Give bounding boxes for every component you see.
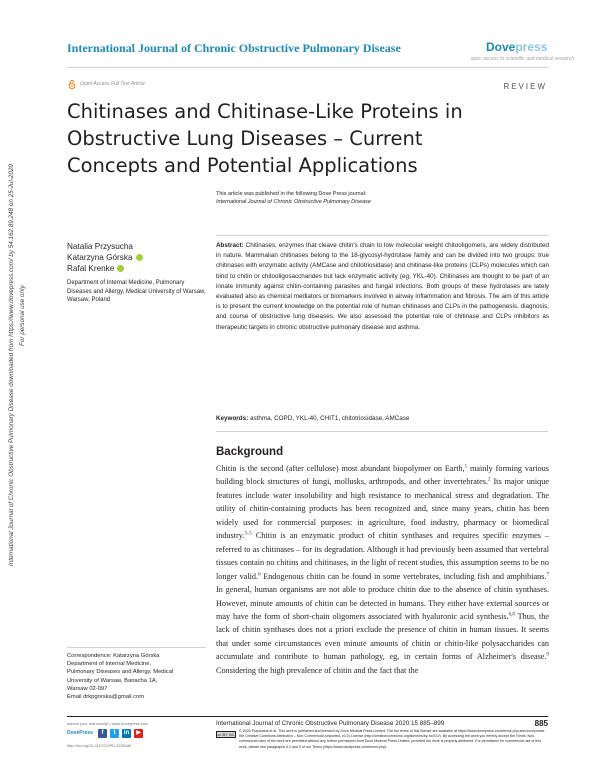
abstract-text: Chitinases, enzymes that cleave chitin's chain to low molecular weight chitooligomers, are widely distributed in nature. Mammalian chitinases belong to the 18-glycosyl-hydrolase family and can be divided into two groups: true chitinases with enzymatic activity (AMCase and chitotriosidase) and chitinase-like proteins (CLPs) molecules which can bind to chitin or chitooligosaccharides but lack enzymatic activity (eg, YKL-40). Chitinases are thought to be part of an innate immunity against chitin-containing parasites and fungal infections. Both groups of these hydrolases are lately evaluated also as chemical mediators or biomarkers involved in airway inflammation and fibrosis. The aim of this article is to present the current knowledge on the potential role of human chitinases and CLPs in the pathogenesis, diagnosis, and course of obstructive lung diseases. We also assessed the potential role of chitinase and CLPs inhibitors as therapeutic targets in chronic obstructive pulmonary disease and asthma. bbox=[216, 242, 549, 331]
publication-note-journal[interactable]: International Journal of Chronic Obstructive Pulmonary Disease bbox=[216, 199, 371, 205]
correspondence bbox=[67, 652, 207, 701]
footer-citation: International Journal of Chronic Obstructive Pulmonary Disease 2020:15 885–899 bbox=[216, 720, 445, 727]
open-access-label: Open Access Full Text Article bbox=[80, 81, 145, 87]
abstract-top-divider bbox=[216, 235, 548, 236]
open-access-icon bbox=[68, 80, 76, 89]
author-list bbox=[67, 241, 143, 274]
article-type: REVIEW bbox=[503, 82, 547, 91]
text-run: mainly forming various building block structures of fungi, mollusks, arthropods, and other invertebrates. bbox=[216, 464, 549, 487]
download-watermark bbox=[2, 96, 37, 566]
section-heading: Background bbox=[216, 446, 284, 458]
twitter-icon[interactable]: t bbox=[110, 729, 119, 738]
publisher-logo[interactable] bbox=[486, 40, 547, 54]
youtube-icon[interactable]: ▶ bbox=[134, 729, 143, 738]
correspondence-email[interactable]: Email drkpgorska@gmail.com bbox=[67, 694, 145, 701]
text-run: Thus, the lack of chitin synthases does not a priori exclude the presence of chitin in human tissues. It seems that under some circumstances even minute amounts of chitin or chitin-like polysaccharides can accumulate and contribute to human pathology, eg, in certain forms of Alzheimer's disease. bbox=[216, 611, 549, 662]
text-run: Its major unique features include water insolubility and high resistance to mechanical stress and degradation. The utility of chitin-containing products has been recognized and, since many years, chitin has been widely used for commercial purposes: in agriculture, food industry, pharmacy or biomedical industry. bbox=[216, 477, 549, 541]
linkedin-icon[interactable]: in bbox=[123, 730, 130, 736]
correspondence-line: University of Warsaw, Banacha 1A, bbox=[67, 677, 158, 684]
license-text: © 2020 Przysucha et al. This work is published and licensed by Dove Medical Press Limited. The full terms of this license are available at https://www.dovepress.com/terms.php and incorporate the Creative Commons Attribution – Non Commercial (unported, v3.0) License (http://creativecommons.org/licenses/by-nc/3.0/). By accessing the work you hereby accept the Terms. Non-commercial uses of the work are permitted without any further permission from Dove Medical Press Limited, provided the work is properly attributed. For permission for commercial use of this work, please see paragraphs 4.2 and 5 of our Terms (https://www.dovepress.com/terms.php). bbox=[239, 729, 545, 749]
text-run: Chitin is the second (after cellulose) most abundant biopolymer on Earth, bbox=[216, 464, 465, 473]
social-icons bbox=[98, 729, 143, 738]
publication-note bbox=[216, 190, 371, 206]
text-run: Chitin is an enzymatic product of chitin synthases and requires specific enzymes – referred to as chitinases – for its degradation. Although it had previously been assumed that vertebral tissues contain no chitins and chitinases, in the light of recent studies, this assumption seems to be no longer valid. bbox=[216, 531, 549, 581]
correspondence-line: Correspondence: Katarzyna Górska bbox=[67, 653, 160, 659]
orcid-icon[interactable] bbox=[136, 254, 143, 261]
publication-note-text: This article was published in the following Dove Press journal: bbox=[216, 191, 367, 197]
publisher-name-light: press bbox=[515, 40, 548, 54]
author-name: Rafal Krenke bbox=[67, 264, 115, 273]
doi-link[interactable]: http://doi.org/10.2147/COPD.S235446 bbox=[67, 744, 132, 748]
dovepress-small-logo[interactable]: DovePress bbox=[67, 730, 93, 736]
journal-title: International Journal of Chronic Obstructive Pulmonary Disease bbox=[67, 41, 401, 55]
orcid-icon[interactable] bbox=[117, 265, 124, 272]
submit-manuscript-link[interactable]: submit your manuscript | www.dovepress.com bbox=[67, 721, 149, 726]
citation-ref[interactable]: 6,8 bbox=[508, 612, 515, 618]
citation-ref[interactable]: 1 bbox=[464, 464, 468, 470]
keywords-label: Keywords: bbox=[216, 415, 249, 422]
keywords-text: asthma, COPD, YKL-40, CHIT1, chitotriosidase, AMCase bbox=[249, 415, 410, 422]
author-name: Katarzyna Górska bbox=[67, 253, 133, 262]
footer-divider bbox=[67, 716, 548, 717]
citation-ref[interactable]: 2 bbox=[487, 477, 491, 483]
citation-ref[interactable]: 3–5 bbox=[244, 531, 252, 537]
personal-use-line: For personal use only. bbox=[19, 284, 26, 346]
citation-ref[interactable]: 6 bbox=[258, 571, 261, 577]
text-run: Endogenous chitin can be found in some vertebrates, including fish and amphibians. bbox=[260, 571, 547, 581]
publisher-name-bold: Dove bbox=[486, 40, 516, 54]
abstract-bottom-divider bbox=[216, 431, 548, 432]
citation-ref[interactable]: 7 bbox=[546, 571, 550, 577]
correspondence-line: Department of Internal Medicine, bbox=[67, 661, 152, 668]
correspondence-line: Warsaw 02-097 bbox=[67, 685, 108, 692]
page-number: 885 bbox=[534, 719, 548, 728]
publisher-tagline: open access to scientific and medical research bbox=[470, 56, 574, 62]
header-divider bbox=[67, 67, 548, 68]
author bbox=[67, 241, 143, 252]
keywords bbox=[216, 414, 549, 424]
citation-ref[interactable]: 9 bbox=[546, 652, 549, 658]
text-run: In general, human organisms are not able to produce chitin due to the absence of chitin synthases. However, minute amounts of chitin can be detected in humans. They either have external sources or may have the form of short-chain oligomers associated with hyaluronic acid synthesis. bbox=[216, 585, 549, 621]
author-name: Natalia Przysucha bbox=[67, 242, 133, 251]
abstract-label: Abstract: bbox=[216, 242, 244, 249]
creative-commons-badge[interactable]: cc BY NC bbox=[217, 732, 235, 737]
correspondence-divider bbox=[67, 647, 206, 648]
text-run: Considering the high prevalence of chitin and the fact that the bbox=[216, 665, 419, 675]
facebook-icon[interactable]: f bbox=[98, 729, 107, 738]
author bbox=[67, 252, 143, 263]
download-line: International Journal of Chronic Obstructive Pulmonary Disease downloaded from https://www.dovepress.com/ by 54.162.89.248 on 25-Jul-2020 bbox=[8, 164, 15, 566]
article-title: Chitinases and Chitinase-Like Proteins in Obstructive Lung Diseases – Current Concepts and Potential Applications bbox=[67, 100, 463, 177]
affiliation: Department of Internal Medicine, Pulmonary Diseases and Allergy, Medical University of Warsaw, Warsaw, Poland bbox=[67, 280, 206, 303]
correspondence-line: Pulmonary Diseases and Allergy, Medical bbox=[67, 669, 174, 676]
author bbox=[67, 263, 143, 274]
background-paragraph bbox=[216, 462, 549, 677]
abstract bbox=[216, 241, 549, 333]
